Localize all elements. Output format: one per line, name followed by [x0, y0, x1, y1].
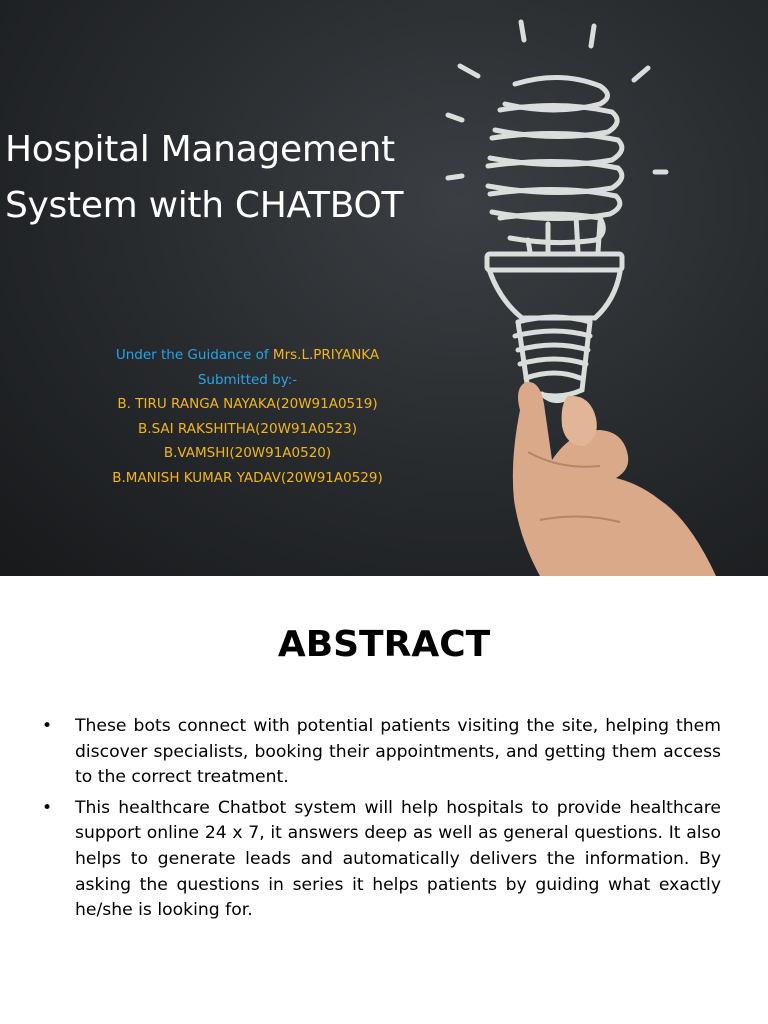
chalk-bulb-icon: [448, 22, 666, 401]
guidance-prefix: Under the Guidance of: [115, 347, 273, 363]
credits-block: [70, 343, 425, 490]
bullet-icon: •: [42, 797, 53, 818]
bullet-text: This healthcare Chatbot system will help hospitals to provide healthcare support online 24 x 7, it answers deep as well as general questions. It also helps to generate leads and automatically delivers the information. By asking the questions in series it helps patients by guiding what exactly he/she is looking for.: [75, 797, 721, 921]
student-name: B.SAI RAKSHITHA(20W91A0523): [138, 420, 357, 437]
abstract-slide: [0, 576, 768, 1024]
bullet-text: These bots connect with potential patients visiting the site, helping them discover specialists, booking their appointments, and getting them access to the correct treatment.: [75, 716, 721, 788]
guidance-line: [70, 343, 425, 368]
slide-title: [5, 122, 445, 234]
list-item: [40, 714, 721, 791]
bullet-icon: •: [42, 716, 53, 736]
title-line-2: System with CHATBOT: [5, 185, 404, 226]
submitted-by-label: Submitted by:-: [197, 371, 298, 388]
student-name: B. TIRU RANGA NAYAKA(20W91A0519): [117, 396, 378, 412]
student-name: B.MANISH KUMAR YADAV(20W91A0529): [112, 469, 383, 486]
student-name: B.VAMSHI(20W91A0520): [163, 445, 332, 461]
guide-name: Mrs.L.PRIYANKA: [272, 347, 380, 363]
title-line-1: Hospital Management: [5, 129, 395, 170]
abstract-bullets: [40, 714, 721, 929]
abstract-heading: ABSTRACT: [277, 624, 491, 665]
list-item: [40, 796, 721, 924]
hand-illustration: [513, 382, 716, 576]
